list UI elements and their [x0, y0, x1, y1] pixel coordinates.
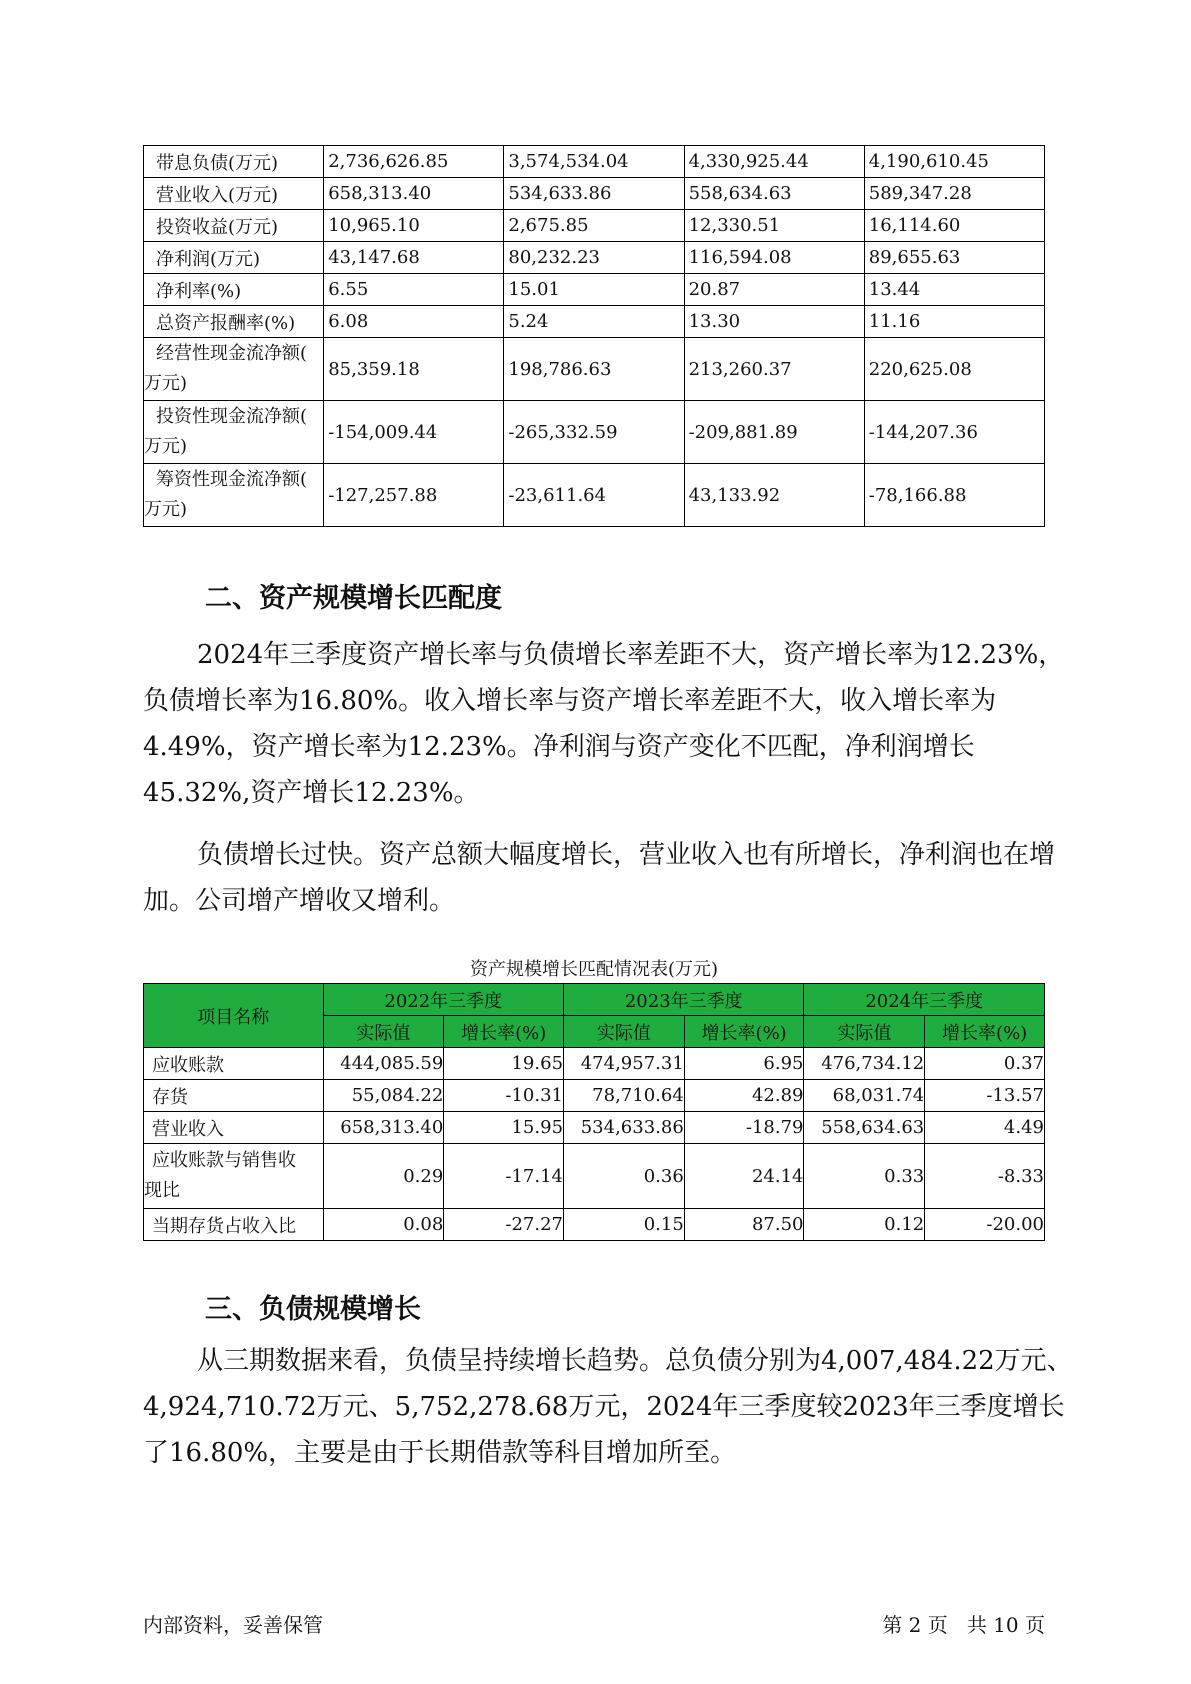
row-label-line2: 万元): [144, 436, 188, 457]
cell-value: -78,166.88: [864, 464, 1044, 527]
cell-value: 2,736,626.85: [324, 146, 504, 178]
row-label-line2: 万元): [144, 373, 188, 394]
row-label-line2: 万元): [144, 499, 188, 520]
row-label: 当期存货占收入比: [144, 1209, 324, 1241]
cell-value: 6.95: [684, 1048, 804, 1080]
column-header-growth: 增长率(%): [925, 1016, 1045, 1048]
column-header-growth: 增长率(%): [444, 1016, 564, 1048]
cell-value: 534,633.86: [504, 178, 684, 210]
cell-value: -20.00: [925, 1209, 1045, 1241]
cell-value: 213,260.37: [684, 338, 864, 401]
table-header-row: [144, 984, 1045, 1016]
cell-value: -23,611.64: [504, 464, 684, 527]
cell-value: -209,881.89: [684, 401, 864, 464]
cell-value: 4,190,610.45: [864, 146, 1044, 178]
column-header-actual: 实际值: [323, 1016, 444, 1048]
column-header-period: 2024年三季度: [804, 984, 1045, 1016]
cell-value: 0.37: [925, 1048, 1045, 1080]
row-label: 营业收入: [144, 1112, 324, 1144]
table-row: [144, 1209, 1045, 1241]
cell-value: 16,114.60: [864, 210, 1044, 242]
table-row: [144, 1144, 1045, 1209]
cell-value: -18.79: [684, 1112, 804, 1144]
table-row: [144, 242, 1045, 274]
paragraph-text: 2024年三季度资产增长率与负债增长率差距不大，资产增长率为12.23%，负债增长率为16.80%。收入增长率与资产增长率差距不大，收入增长率为4.49%，资产增长率为12.23%。净利润与资产变化不匹配，净利润增长45.32%,资产增长12.23%。: [143, 640, 1065, 808]
cell-value: 42.89: [684, 1080, 804, 1112]
cell-value: 13.44: [864, 274, 1044, 306]
cell-value: 534,633.86: [564, 1112, 685, 1144]
cell-value: 10,965.10: [324, 210, 504, 242]
page-number: 第 2 页 共 10 页: [882, 1613, 1045, 1637]
table-caption: 资产规模增长匹配情况表(万元): [469, 959, 719, 980]
cell-value: 0.08: [323, 1209, 444, 1241]
column-header-growth: 增长率(%): [684, 1016, 804, 1048]
row-label: 净利率(%): [144, 274, 324, 306]
column-header-actual: 实际值: [564, 1016, 685, 1048]
cell-value: 20.87: [684, 274, 864, 306]
row-label-line2: 现比: [144, 1180, 180, 1201]
cell-value: 68,031.74: [804, 1080, 925, 1112]
cell-value: 19.65: [444, 1048, 564, 1080]
cell-value: 43,133.92: [684, 464, 864, 527]
row-label: [144, 401, 324, 464]
table-row: [144, 210, 1045, 242]
cell-value: 80,232.23: [504, 242, 684, 274]
cell-value: 4.49: [925, 1112, 1045, 1144]
cell-value: 0.15: [564, 1209, 685, 1241]
cell-value: 476,734.12: [804, 1048, 925, 1080]
cell-value: 198,786.63: [504, 338, 684, 401]
cell-value: 444,085.59: [323, 1048, 444, 1080]
row-label: 存货: [144, 1080, 324, 1112]
cell-value: 6.08: [324, 306, 504, 338]
cell-value: -144,207.36: [864, 401, 1044, 464]
cell-value: 0.36: [564, 1144, 685, 1209]
paragraph: [143, 632, 1073, 816]
cell-value: 558,634.63: [684, 178, 864, 210]
paragraph-text: 从三期数据来看，负债呈持续增长趋势。总负债分别为4,007,484.22万元、4,924,710.72万元、5,752,278.68万元，2024年三季度较2023年三季度增长了16.80%，主要是由于长期借款等科目增加所至。: [143, 1346, 1073, 1468]
cell-value: 658,313.40: [324, 178, 504, 210]
column-header-period: 2023年三季度: [564, 984, 804, 1016]
paragraph: [143, 1338, 1073, 1476]
table-row: [144, 401, 1045, 464]
cell-value: 0.33: [804, 1144, 925, 1209]
section-heading-liability-growth: 三、负债规模增长: [205, 1294, 421, 1325]
cell-value: 12,330.51: [684, 210, 864, 242]
footer-confidential-note: 内部资料，妥善保管: [143, 1613, 323, 1637]
cell-value: 78,710.64: [564, 1080, 685, 1112]
row-label: 应收账款: [144, 1048, 324, 1080]
table-row: [144, 306, 1045, 338]
cell-value: 43,147.68: [324, 242, 504, 274]
table-row: [144, 178, 1045, 210]
cell-value: 5.24: [504, 306, 684, 338]
row-label: [144, 338, 324, 401]
row-label-line1: 筹资性现金流净额(: [156, 469, 308, 490]
cell-value: -13.57: [925, 1080, 1045, 1112]
column-header-actual: 实际值: [804, 1016, 925, 1048]
cell-value: 13.30: [684, 306, 864, 338]
cell-value: -10.31: [444, 1080, 564, 1112]
table-row: [144, 146, 1045, 178]
cell-value: 89,655.63: [864, 242, 1044, 274]
cell-value: 24.14: [684, 1144, 804, 1209]
cell-value: 2,675.85: [504, 210, 684, 242]
table-row: [144, 1112, 1045, 1144]
paragraph-text: 负债增长过快。资产总额大幅度增长，营业收入也有所增长，净利润也在增加。公司增产增收又增利。: [143, 840, 1056, 916]
row-label-line1: 投资性现金流净额(: [156, 406, 308, 427]
cell-value: -27.27: [444, 1209, 564, 1241]
table-row: [144, 464, 1045, 527]
row-label: 带息负债(万元): [144, 146, 324, 178]
cell-value: 55,084.22: [323, 1080, 444, 1112]
cell-value: 474,957.31: [564, 1048, 685, 1080]
column-header-period: 2022年三季度: [323, 984, 563, 1016]
financial-metrics-table: [143, 145, 1045, 527]
asset-growth-match-table: [143, 983, 1045, 1241]
cell-value: -265,332.59: [504, 401, 684, 464]
row-label-line1: 经营性现金流净额(: [156, 343, 308, 364]
cell-value: -127,257.88: [324, 464, 504, 527]
cell-value: 3,574,534.04: [504, 146, 684, 178]
cell-value: 11.16: [864, 306, 1044, 338]
paragraph: [143, 832, 1073, 924]
row-label: 投资收益(万元): [144, 210, 324, 242]
table-row: [144, 1048, 1045, 1080]
cell-value: 658,313.40: [323, 1112, 444, 1144]
cell-value: 589,347.28: [864, 178, 1044, 210]
section-heading-asset-growth: 二、资产规模增长匹配度: [205, 583, 502, 614]
cell-value: 0.12: [804, 1209, 925, 1241]
cell-value: 85,359.18: [324, 338, 504, 401]
cell-value: -154,009.44: [324, 401, 504, 464]
cell-value: 15.95: [444, 1112, 564, 1144]
row-label: [144, 1144, 324, 1209]
cell-value: 558,634.63: [804, 1112, 925, 1144]
table-row: [144, 338, 1045, 401]
row-label: [144, 464, 324, 527]
row-label: 营业收入(万元): [144, 178, 324, 210]
cell-value: 15.01: [504, 274, 684, 306]
cell-value: -17.14: [444, 1144, 564, 1209]
column-header-item: 项目名称: [144, 984, 324, 1048]
row-label: 净利润(万元): [144, 242, 324, 274]
cell-value: 116,594.08: [684, 242, 864, 274]
table-row: [144, 1080, 1045, 1112]
cell-value: -8.33: [925, 1144, 1045, 1209]
cell-value: 87.50: [684, 1209, 804, 1241]
row-label-line1: 应收账款与销售收: [152, 1150, 296, 1171]
row-label: 总资产报酬率(%): [144, 306, 324, 338]
cell-value: 220,625.08: [864, 338, 1044, 401]
cell-value: 4,330,925.44: [684, 146, 864, 178]
cell-value: 6.55: [324, 274, 504, 306]
cell-value: 0.29: [323, 1144, 444, 1209]
table-row: [144, 274, 1045, 306]
